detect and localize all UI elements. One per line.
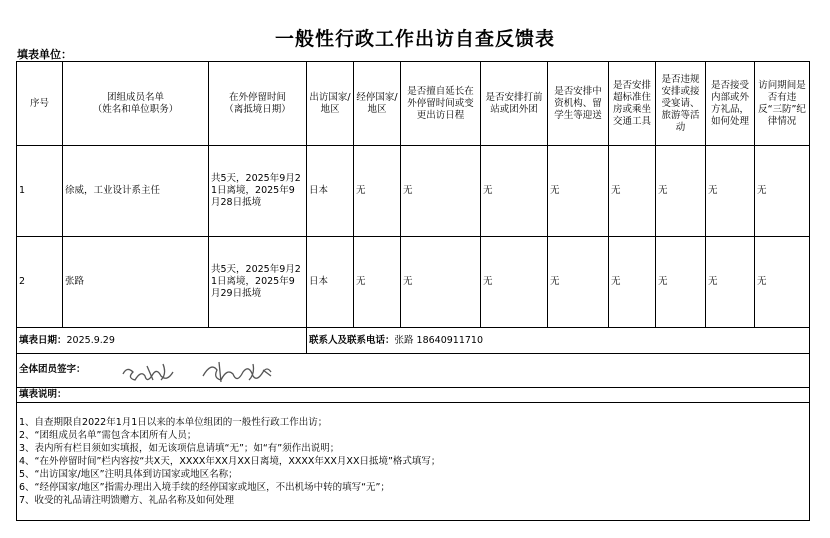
header-housing: 是否安排超标准住房或乘坐交通工具 <box>609 62 656 146</box>
row-transit: 无 <box>354 146 401 237</box>
row-member: 张路 <box>63 237 209 328</box>
note-item: 4、“在外停留时间”栏内容按“共X天，XXXX年XX月XX日离境，XXXX年XX月XX日抵境”格式填写； <box>19 456 441 467</box>
signature-image <box>117 356 187 386</box>
row-gift: 无 <box>706 237 755 328</box>
unit-label: 填表单位： <box>17 48 72 61</box>
note-item: 2、“团组成员名单”需包含本团所有人员； <box>19 430 197 441</box>
header-extend: 是否擅自延长在外停留时间或变更出访日程 <box>401 62 481 146</box>
row-housing: 无 <box>609 146 656 237</box>
fill-date-cell <box>17 328 307 354</box>
note-item: 5、“出访国家/地区”注明具体到访国家或地区名称； <box>19 469 238 480</box>
header-stay <box>209 62 307 146</box>
header-stay-text: 在外停留时间 （离抵境日期） <box>224 91 291 115</box>
contact-cell <box>307 328 810 354</box>
contact-label: 联系人及联系电话： <box>309 334 395 346</box>
row-banquet: 无 <box>656 237 706 328</box>
row-housing: 无 <box>609 237 656 328</box>
row-greeting: 无 <box>548 146 609 237</box>
row-advance: 无 <box>481 146 548 237</box>
notes-cell <box>17 403 810 521</box>
self-check-table <box>16 61 810 521</box>
notes-row <box>17 403 810 521</box>
notes-label-row <box>17 388 810 403</box>
table-row <box>17 146 810 237</box>
notes-label: 填表说明： <box>17 388 810 403</box>
fill-date-label: 填表日期： <box>19 334 67 346</box>
header-transit: 经停国家/地区 <box>354 62 401 146</box>
header-row <box>17 62 810 146</box>
signature-label: 全体团员签字： <box>19 363 86 375</box>
signature-cell <box>17 354 810 388</box>
header-greeting: 是否安排中资机构、留学生等迎送 <box>548 62 609 146</box>
header-no: 序号 <box>17 62 63 146</box>
header-gift: 是否接受内部或外方礼品，如何处理 <box>706 62 755 146</box>
header-member-text: 团组成员名单 （姓名和单位职务） <box>92 91 179 115</box>
row-country: 日本 <box>307 237 354 328</box>
row-discipline: 无 <box>755 146 810 237</box>
form-title: 一般性行政工作出访自查反馈表 <box>274 28 555 50</box>
signature-image <box>199 356 279 386</box>
row-greeting: 无 <box>548 237 609 328</box>
row-transit: 无 <box>354 237 401 328</box>
row-advance: 无 <box>481 237 548 328</box>
header-advance: 是否安排打前站或团外团 <box>481 62 548 146</box>
contact-value: 张路 18640911710 <box>394 334 484 346</box>
row-country: 日本 <box>307 146 354 237</box>
row-stay: 共5天，2025年9月21日离境，2025年9月28日抵境 <box>209 146 307 237</box>
note-item: 7、收受的礼品请注明馈赠方、礼品名称及如何处理 <box>19 495 235 506</box>
header-discipline: 访问期间是否有违反“三防”纪律情况 <box>755 62 810 146</box>
note-item: 6、“经停国家/地区”指需办理出入境手续的经停国家或地区，不出机场中转的填写“无”； <box>19 482 390 493</box>
table-row <box>17 237 810 328</box>
header-member <box>63 62 209 146</box>
note-item: 1、自查期限自2022年1月1日以来的本单位组团的一般性行政工作出访； <box>19 417 328 428</box>
row-gift: 无 <box>706 146 755 237</box>
row-banquet: 无 <box>656 146 706 237</box>
row-no: 1 <box>17 146 63 237</box>
row-stay: 共5天，2025年9月21日离境，2025年9月29日抵境 <box>209 237 307 328</box>
row-discipline: 无 <box>755 237 810 328</box>
header-country: 出访国家/地区 <box>307 62 354 146</box>
row-extend: 无 <box>401 146 481 237</box>
note-item: 3、表内所有栏目须如实填报，如无该项信息请填“无”；如“有”须作出说明； <box>19 443 340 454</box>
row-extend: 无 <box>401 237 481 328</box>
date-contact-row <box>17 328 810 354</box>
row-no: 2 <box>17 237 63 328</box>
fill-date-value: 2025.9.29 <box>66 334 115 346</box>
signature-row <box>17 354 810 388</box>
row-member: 徐威，工业设计系主任 <box>63 146 209 237</box>
header-banquet: 是否违规安排或接受宴请、旅游等活动 <box>656 62 706 146</box>
